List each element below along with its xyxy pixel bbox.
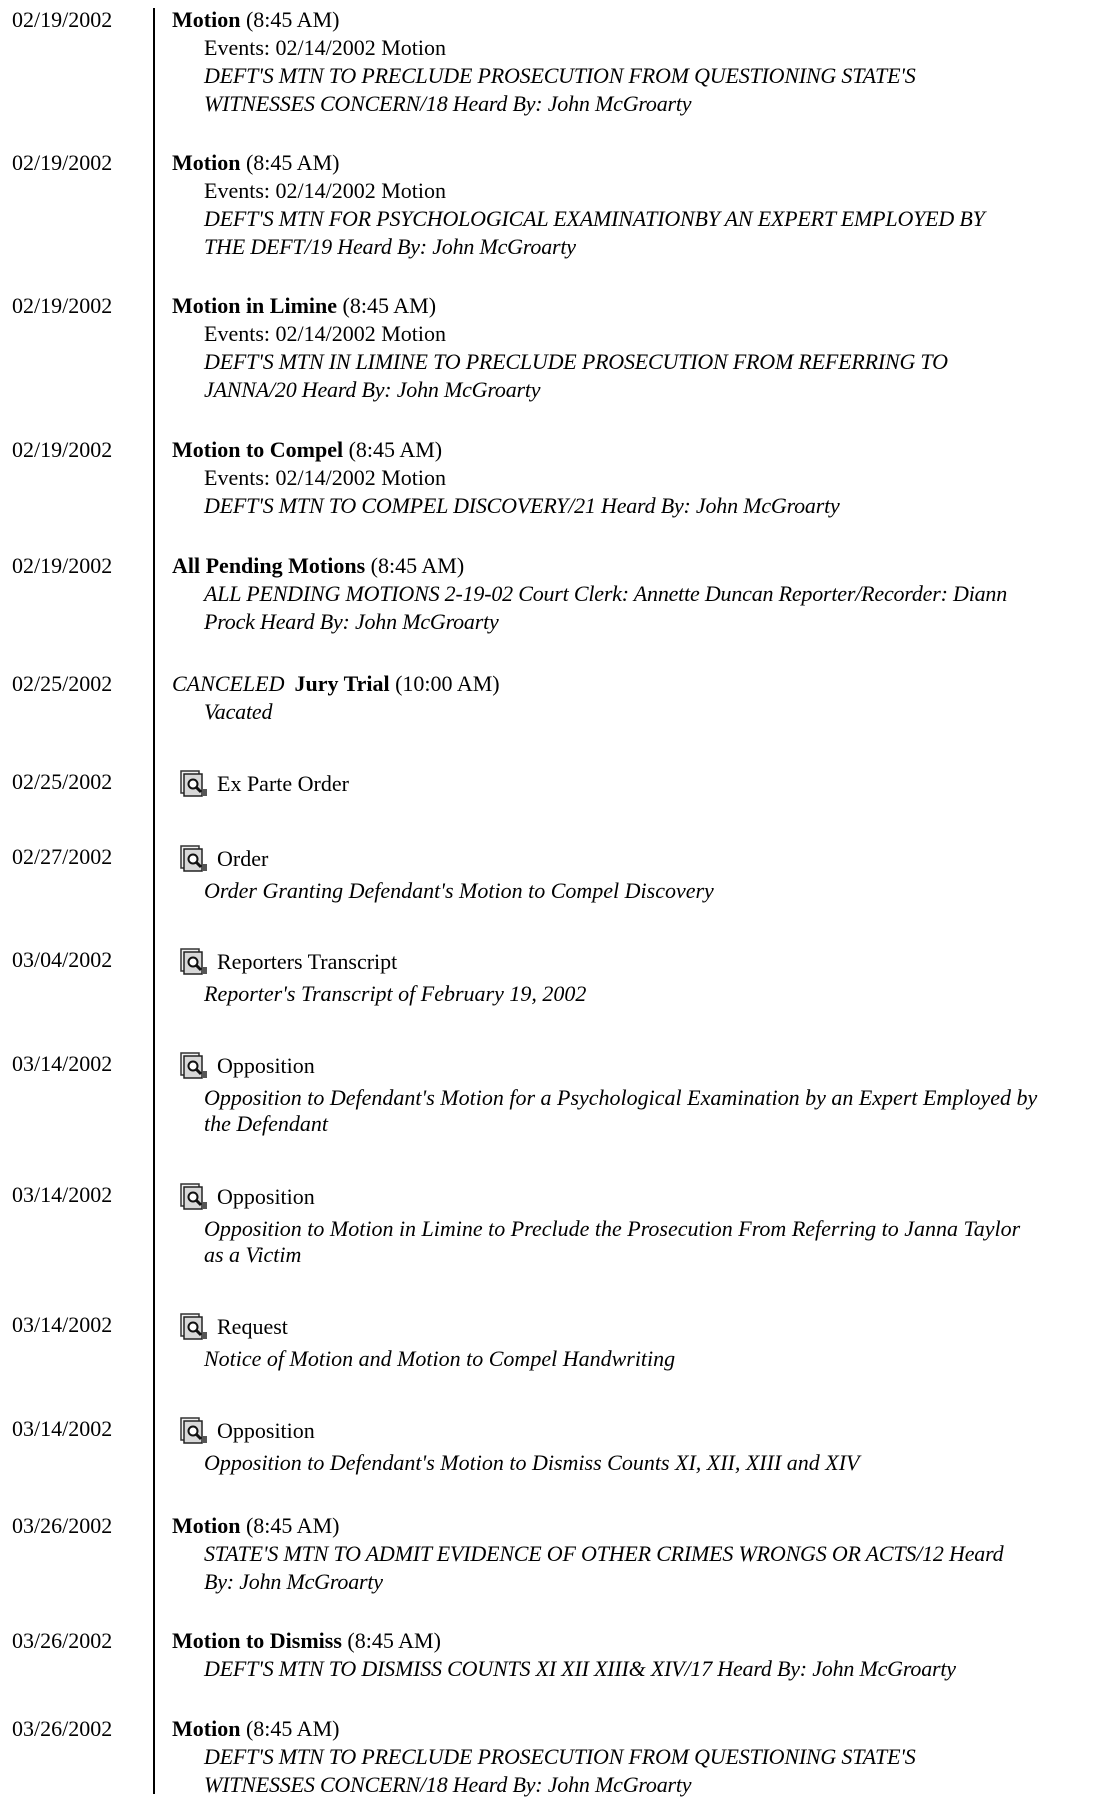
event-title: Motion: [172, 1513, 241, 1538]
event-description-line: DEFT'S MTN IN LIMINE TO PRECLUDE PROSECUTION FROM REFERRING TO: [204, 349, 948, 374]
event-description-line: DEFT'S MTN TO COMPEL DISCOVERY/21 Heard By: John McGroarty: [204, 493, 840, 518]
event-title: Motion: [172, 150, 241, 175]
event-content: [172, 1715, 1112, 1799]
document-viewer-icon[interactable]: [180, 1052, 209, 1080]
event-content: [172, 670, 1112, 726]
event-description-line: DEFT'S MTN FOR PSYCHOLOGICAL EXAMINATIONBY AN EXPERT EMPLOYED BY: [204, 206, 985, 231]
document-description: as a Victim: [204, 1242, 302, 1267]
event-description-line: THE DEFT/19 Heard By: John McGroarty: [204, 234, 576, 259]
timeline-divider: [153, 8, 155, 1794]
document-description: the Defendant: [204, 1111, 329, 1136]
event-time: (8:45 AM): [245, 1716, 340, 1741]
event-content: [172, 1409, 1112, 1477]
event-description-line: ALL PENDING MOTIONS 2-19-02 Court Clerk: Annette Duncan Reporter/Recorder: Diann: [204, 581, 1008, 606]
document-viewer-icon[interactable]: [180, 1183, 209, 1211]
event-description-line: DEFT'S MTN TO PRECLUDE PROSECUTION FROM QUESTIONING STATE'S: [204, 63, 916, 88]
event-date: 02/25/2002: [12, 671, 113, 696]
event-events: Events: 02/14/2002 Motion: [204, 178, 446, 203]
event-date: 03/26/2002: [12, 1513, 113, 1538]
event-time: (8:45 AM): [342, 293, 437, 318]
document-viewer-icon[interactable]: [180, 1313, 209, 1341]
document-description: Order Granting Defendant's Motion to Compel Discovery: [204, 878, 714, 903]
event-date: 02/25/2002: [12, 769, 113, 794]
event-description-line: STATE'S MTN TO ADMIT EVIDENCE OF OTHER CRIMES WRONGS OR ACTS/12 Heard: [204, 1541, 1004, 1566]
event-title: Motion: [172, 7, 241, 32]
event-date: 03/04/2002: [12, 947, 113, 972]
event-date: 02/27/2002: [12, 844, 113, 869]
event-date: 02/19/2002: [12, 437, 113, 462]
document-description: Notice of Motion and Motion to Compel Handwriting: [204, 1346, 676, 1371]
event-date: 03/14/2002: [12, 1416, 113, 1441]
document-viewer-icon[interactable]: [180, 845, 209, 873]
event-events: Events: 02/14/2002 Motion: [204, 465, 446, 490]
event-description-line: Vacated: [204, 699, 273, 724]
event-title: Motion in Limine: [172, 293, 338, 318]
event-description-line: By: John McGroarty: [204, 1569, 383, 1594]
document-description: Opposition to Motion in Limine to Preclude the Prosecution From Referring to Janna Taylor: [204, 1216, 1021, 1241]
event-title: Jury Trial: [294, 671, 390, 696]
event-description-line: JANNA/20 Heard By: John McGroarty: [204, 377, 541, 402]
event-description-line: WITNESSES CONCERN/18 Heard By: John McGroarty: [204, 1772, 692, 1797]
event-content: [172, 149, 1112, 261]
event-description-line: DEFT'S MTN TO PRECLUDE PROSECUTION FROM QUESTIONING STATE'S: [204, 1744, 916, 1769]
document-link[interactable]: Order: [217, 846, 269, 871]
canceled-status: CANCELED: [172, 671, 285, 696]
document-viewer-icon[interactable]: [180, 1417, 209, 1445]
event-content: [172, 837, 1112, 905]
event-events: Events: 02/14/2002 Motion: [204, 35, 446, 60]
event-date: 03/14/2002: [12, 1182, 113, 1207]
event-content: [172, 292, 1112, 404]
event-title: Motion to Compel: [172, 437, 344, 462]
document-link[interactable]: Reporters Transcript: [217, 949, 398, 974]
event-description-line: Prock Heard By: John McGroarty: [204, 609, 499, 634]
event-content: [172, 1627, 1112, 1683]
event-content: [172, 1175, 1112, 1269]
event-content: [172, 552, 1112, 636]
document-description: Reporter's Transcript of February 19, 2002: [204, 981, 587, 1006]
document-description: Opposition to Defendant's Motion to Dismiss Counts XI, XII, XIII and XIV: [204, 1450, 860, 1475]
event-time: (8:45 AM): [347, 1628, 441, 1653]
document-link[interactable]: Opposition: [217, 1418, 315, 1443]
document-link[interactable]: Opposition: [217, 1184, 315, 1209]
event-content: [172, 762, 1112, 798]
document-link[interactable]: Ex Parte Order: [217, 771, 349, 796]
event-title: Motion to Dismiss: [172, 1628, 342, 1653]
document-viewer-icon[interactable]: [180, 770, 209, 798]
document-link[interactable]: Opposition: [217, 1053, 315, 1078]
event-date: 02/19/2002: [12, 553, 113, 578]
event-date: 03/14/2002: [12, 1312, 113, 1337]
document-viewer-icon[interactable]: [180, 948, 209, 976]
event-date: 02/19/2002: [12, 7, 113, 32]
event-time: (8:45 AM): [370, 553, 465, 578]
event-content: [172, 1512, 1112, 1596]
event-content: [172, 940, 1112, 1008]
event-title: Motion: [172, 1716, 241, 1741]
event-time: (8:45 AM): [245, 7, 340, 32]
event-content: [172, 1305, 1112, 1373]
event-time: (8:45 AM): [245, 1513, 340, 1538]
event-title: All Pending Motions: [172, 553, 366, 578]
event-date: 03/14/2002: [12, 1051, 113, 1076]
event-time: (8:45 AM): [348, 437, 443, 462]
event-date: 03/26/2002: [12, 1716, 113, 1741]
event-content: [172, 1044, 1112, 1138]
event-date: 02/19/2002: [12, 150, 113, 175]
event-description-line: WITNESSES CONCERN/18 Heard By: John McGroarty: [204, 91, 692, 116]
event-date: 03/26/2002: [12, 1628, 113, 1653]
event-content: [172, 6, 1112, 118]
document-description: Opposition to Defendant's Motion for a Psychological Examination by an Expert Employed by: [204, 1085, 1038, 1110]
event-time: (8:45 AM): [245, 150, 340, 175]
document-link[interactable]: Request: [217, 1314, 288, 1339]
event-time: (10:00 AM): [395, 671, 500, 696]
event-date: 02/19/2002: [12, 293, 113, 318]
event-content: [172, 436, 1112, 520]
event-events: Events: 02/14/2002 Motion: [204, 321, 446, 346]
event-description-line: DEFT'S MTN TO DISMISS COUNTS XI XII XIII& XIV/17 Heard By: John McGroarty: [204, 1656, 956, 1681]
